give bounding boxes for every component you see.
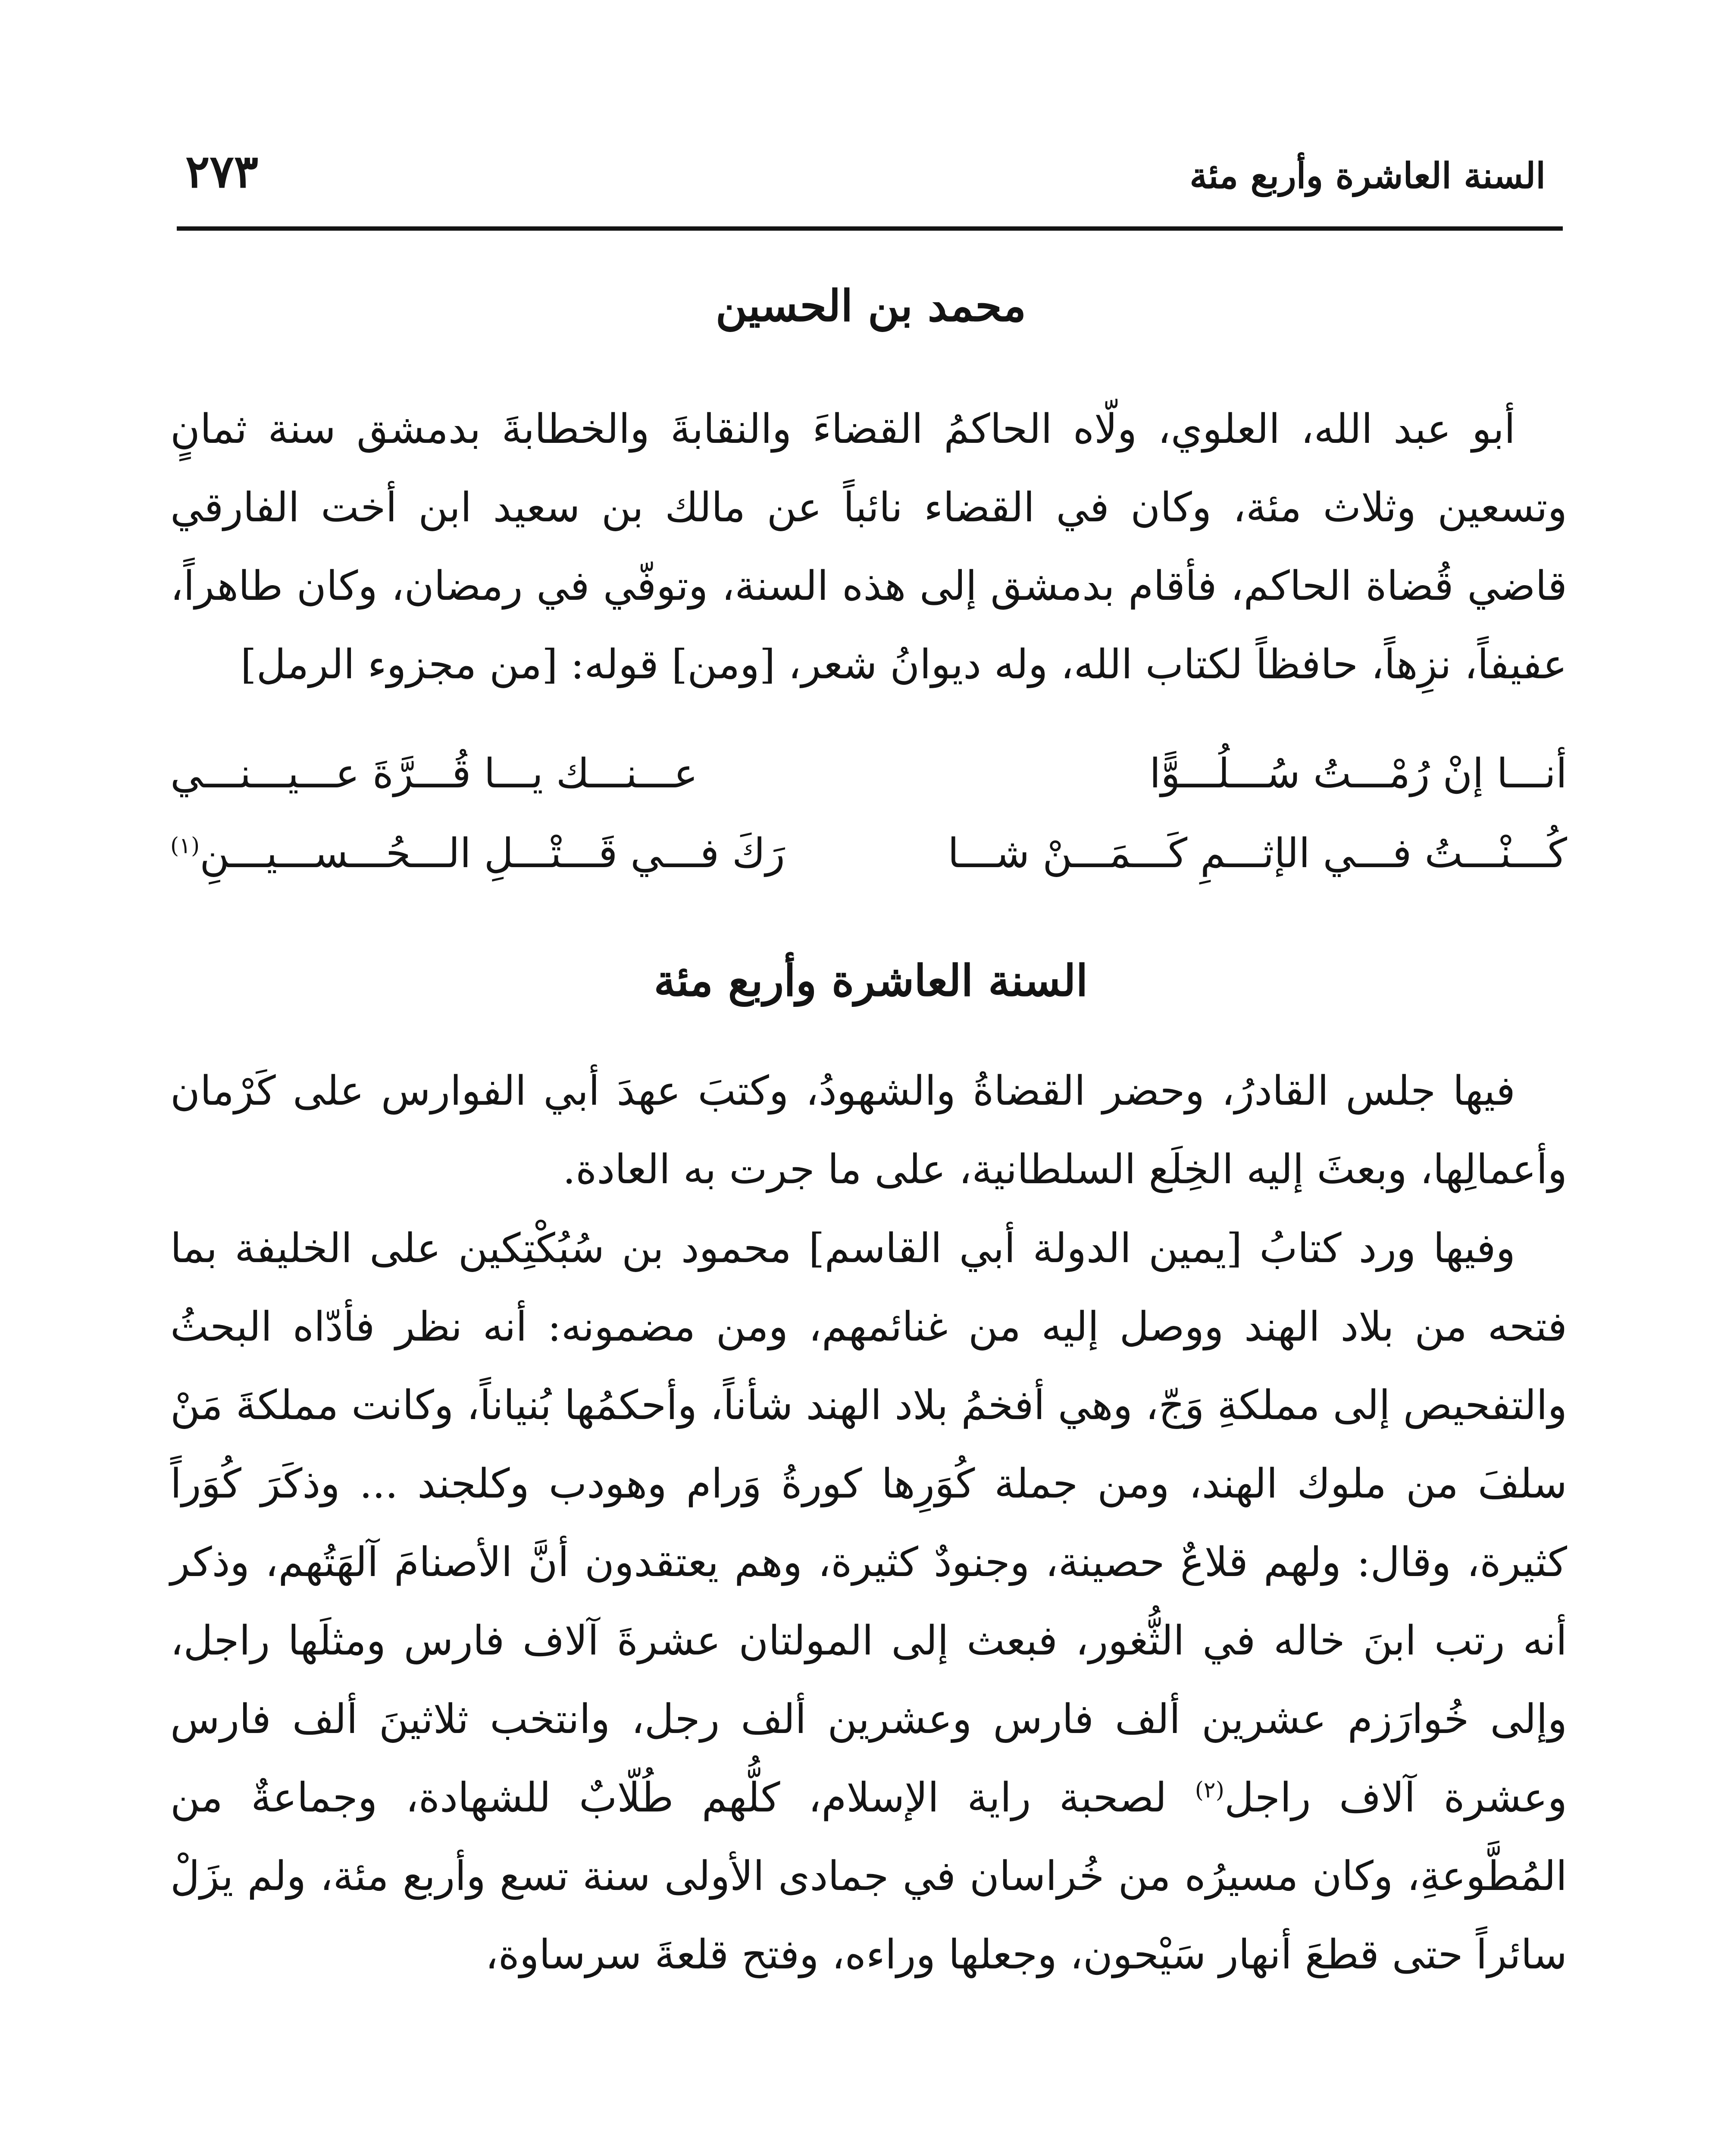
header-divider (177, 226, 1563, 231)
verse-second-hemistich: رَكَ فـــي قَـــتْـــلِ الـــحُـــســـيـــنِ (200, 830, 785, 877)
paragraph-text: فيها جلس القادرُ، وحضر القضاةُ والشهودُ، وكتبَ عهدَ أبي الفوارس على كَرْمان وأعمالِها، وبعثَ إليه الخِلَع السلطانية، على ما جرت به العادة. (170, 1068, 1567, 1193)
footnote-ref-1: (١) (170, 833, 200, 859)
paragraph-text (170, 1210, 1567, 1994)
paragraph-part: وفيها ورد كتابُ [يمين الدولة أبي القاسم] محمود بن سُبُكْتِكين على الخليفة بما فتحه من بلاد الهند ووصل إليه من غنائمهم، ومن مضمونه: أنه نظر فأدّاه البحثُ والتفحيص إلى مملكةِ وَجّ، وهي أفخمُ بلاد الهند شأناً، وأحكمُها بُنياناً، وكانت مملكةَ مَنْ سلفَ من ملوك الهند، ومن جملة كُوَرِها كورةُ وَرام وهودب وكلجند ... وذكَرَ كُوَراً كثيرة، وقال: ولهم قلاعٌ حصينة، وجنودٌ كثيرة، وهم يعتقدون أنَّ الأصنامَ آلهَتُهم، وذكر أنه رتب ابنَ خاله في الثُّغور، فبعث إلى المولتان عشرةَ آلاف فارس ومثلَها راجل، وإلى خُوارَزم عشرين ألف فارس وعشرين ألف رجل، وانتخب ثلاثينَ ألف فارس وعشرة آلاف راجل (170, 1225, 1568, 1821)
running-title: السنة العاشرة وأربع مئة (1189, 155, 1546, 197)
paragraph-text: أبو عبد الله، العلوي، ولّاه الحاكمُ القضاءَ والنقابةَ والخطابةَ بدمشق سنة ثمانٍ وتسعين وثلاث مئة، وكان في القضاء نائباً عن مالك بن سعيد ابن أخت الفارقي قاضي قُضاة الحاكم، فأقام بدمشق إلى هذه السنة، وتوفّي في رمضان، وكان طاهراً، عفيفاً، نزِهاً، حافظاً لكتاب الله، وله ديوانُ شعر، [ومن] قوله: [من مجزوء الرمل] (170, 406, 1567, 688)
verse-second-hemistich-with-note (170, 830, 785, 877)
verse-first-hemistich: أنـــا إنْ رُمْـــتُ سُـــلُـــوًّا (1149, 750, 1567, 797)
year-paragraph-2 (170, 1210, 1567, 1994)
page-number: ٢٧٣ (185, 144, 259, 198)
verse-first-hemistich: كُـــنْـــتُ فـــي الإثـــمِ كَـــمَـــنْ شـــا (948, 830, 1567, 877)
footnote-ref-2: (٢) (1195, 1777, 1224, 1803)
verse-second-hemistich: عـــنـــك يـــا قُـــرَّةَ عـــيـــنـــي (170, 750, 698, 797)
section-title-biography: محمد بن الحسين (715, 280, 1026, 331)
paragraph-part: لصحبة راية الإسلام، كلُّهم طُلّابٌ للشهادة، وجماعةٌ من المُطَّوعةِ، وكان مسيرُه من خُراسان في جمادى الأولى سنة تسع وأربع مئة، ولم يزَلْ سائراً حتى قطعَ أنهار سَيْحون، وجعلها وراءه، وفتح قلعةَ سرساوة، (170, 1774, 1567, 1978)
section-title-year: السنة العاشرة وأربع مئة (654, 955, 1088, 1006)
year-paragraph-1 (170, 1052, 1567, 1209)
biography-paragraph (170, 390, 1567, 704)
